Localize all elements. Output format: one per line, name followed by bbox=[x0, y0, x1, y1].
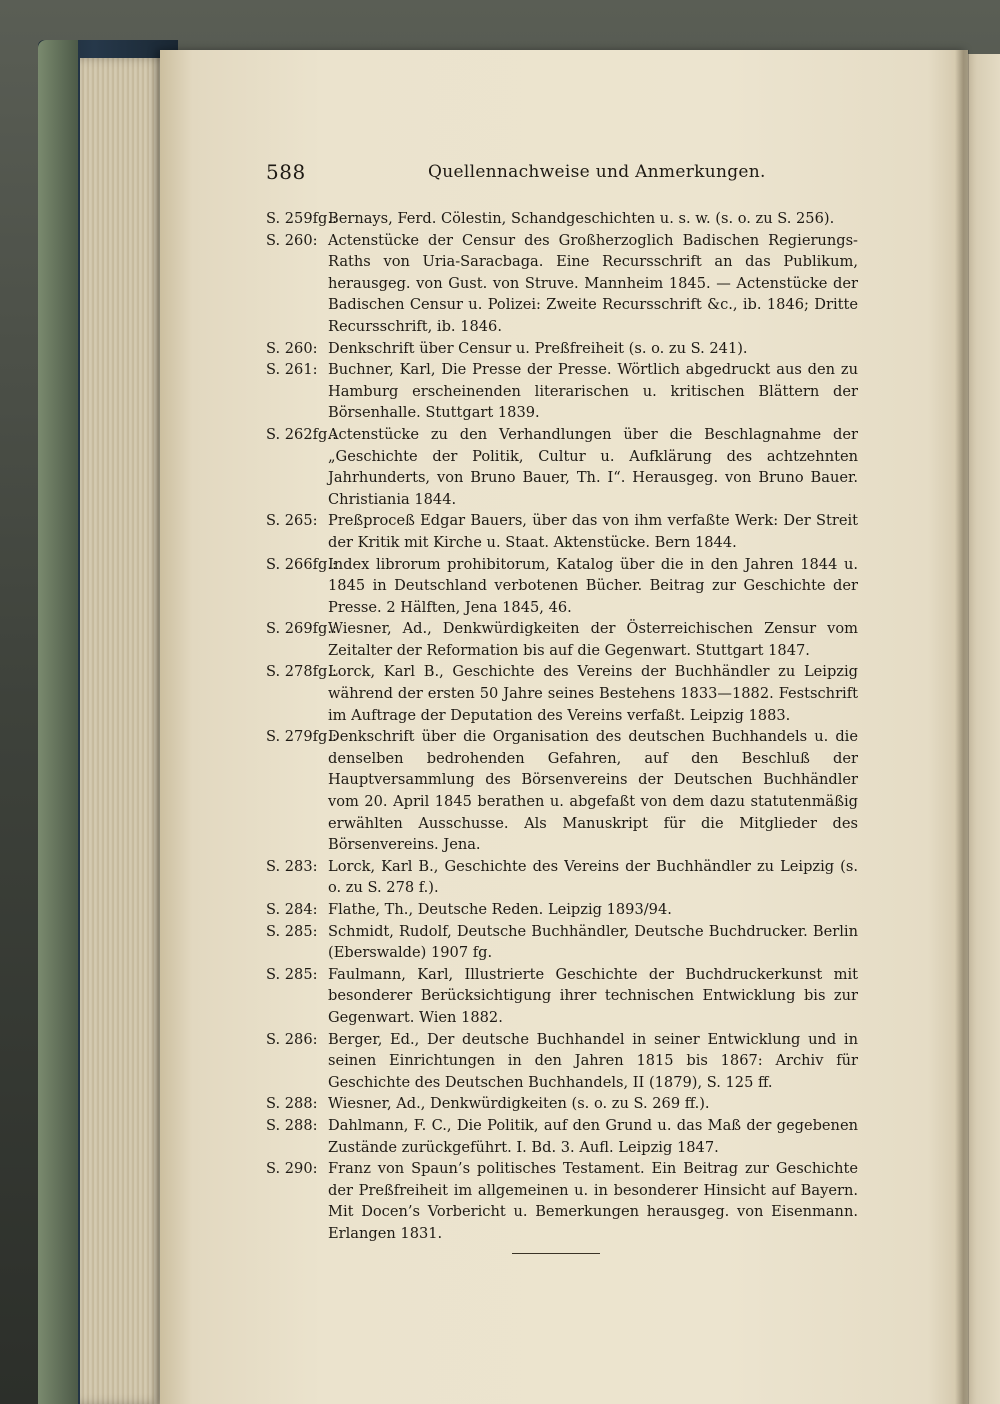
page-number: 588 bbox=[266, 160, 306, 184]
entry-text: Index librorum prohibitorum, Katalog über die in den Jahren 1844 u. 1845 in Deutschland verbotenen Bücher. Beitrag zur Geschichte der Presse. 2 Hälften, Jena 1845, 46. bbox=[328, 555, 858, 616]
entry-page-ref: S. 279fg.: bbox=[266, 728, 337, 746]
reference-entry bbox=[266, 964, 858, 1029]
reference-list bbox=[266, 208, 858, 1245]
running-title: Quellennachweise und Anmerkungen. bbox=[428, 162, 766, 182]
entry-page-ref: S. 269fg.: bbox=[266, 620, 337, 638]
end-rule bbox=[512, 1253, 600, 1254]
entry-text: Faulmann, Karl, Illustrierte Geschichte der Buchdruckerkunst mit besonderer Berücksichtigung ihrer technischen Entwicklung bis zur Gegenwart. Wien 1882. bbox=[328, 965, 858, 1026]
entry-page-ref: S. 283: bbox=[266, 857, 318, 875]
reference-entry bbox=[266, 1158, 858, 1244]
entry-text: Denkschrift über die Organisation des deutschen Buchhandels u. die denselben bedrohenden Gefahren, auf den Beschluß der Hauptversammlung des Börsenvereins der Deutschen Buchhändler vom 20. April 1845 berathen u. abgefaßt von dem dazu statutenmäßig erwählten Ausschusse. Als Manuskript für die Mitglieder des Börsenvereins. Jena. bbox=[328, 728, 858, 854]
entry-page-ref: S. 262fg.: bbox=[266, 425, 337, 443]
reference-entry bbox=[266, 208, 858, 230]
entry-text: Bernays, Ferd. Cölestin, Schandgeschichten u. s. w. (s. o. zu S. 256). bbox=[328, 210, 835, 227]
page-content bbox=[266, 160, 858, 1254]
reference-entry bbox=[266, 554, 858, 619]
reference-entry bbox=[266, 1115, 858, 1158]
entry-text: Dahlmann, F. C., Die Politik, auf den Grund u. das Maß der gegebenen Zustände zurückgeführt. I. Bd. 3. Aufl. Leipzig 1847. bbox=[328, 1116, 858, 1156]
reference-entry bbox=[266, 726, 858, 856]
reference-entry bbox=[266, 359, 858, 424]
entry-text: Buchner, Karl, Die Presse der Presse. Wörtlich abgedruckt aus den zu Hamburg erscheinenden literarischen u. kritischen Blättern der Börsenhalle. Stuttgart 1839. bbox=[328, 361, 858, 422]
entry-text: Franz von Spaun’s politisches Testament. Ein Beitrag zur Geschichte der Preßfreiheit im allgemeinen u. in besonderer Hinsicht auf Bayern. Mit Docen’s Vorbericht u. Bemerkungen herausgeg. von Eisenmann. Erlangen 1831. bbox=[328, 1160, 858, 1242]
entry-page-ref: S. 285: bbox=[266, 922, 318, 940]
entry-text: Lorck, Karl B., Geschichte des Vereins der Buchhändler zu Leipzig (s. o. zu S. 278 f.). bbox=[328, 857, 858, 897]
reference-entry bbox=[266, 899, 858, 921]
entry-page-ref: S. 260: bbox=[266, 231, 318, 249]
reference-entry bbox=[266, 1093, 858, 1115]
entry-page-ref: S. 290: bbox=[266, 1160, 318, 1178]
reference-entry bbox=[266, 661, 858, 726]
entry-page-ref: S. 266fg.: bbox=[266, 555, 337, 573]
entry-text: Lorck, Karl B., Geschichte des Vereins der Buchhändler zu Leipzig während der ersten 50 Jahre seines Bestehens 1833—1882. Festschrift im Auftrage der Deputation des Vereins verfaßt. Leipzig 1883. bbox=[328, 663, 858, 724]
entry-text: Wiesner, Ad., Denkwürdigkeiten (s. o. zu S. 269 ff.). bbox=[328, 1095, 710, 1113]
entry-page-ref: S. 259fg.: bbox=[266, 210, 337, 227]
entry-text: Flathe, Th., Deutsche Reden. Leipzig 1893/94. bbox=[328, 901, 672, 918]
reference-entry bbox=[266, 338, 858, 360]
entry-page-ref: S. 286: bbox=[266, 1030, 318, 1048]
entry-page-ref: S. 285: bbox=[266, 965, 318, 983]
entry-page-ref: S. 288: bbox=[266, 1116, 318, 1134]
entry-text: Schmidt, Rudolf, Deutsche Buchhändler, Deutsche Buchdrucker. Berlin (Eberswalde) 1907 fg. bbox=[328, 922, 858, 962]
page-header bbox=[266, 160, 858, 194]
reference-entry bbox=[266, 230, 858, 338]
entry-text: Actenstücke der Censur des Großherzoglich Badischen Regierungs-Raths von Uria-Saracbaga. Eine Recursschrift an das Publikum, herausgeg. von Gust. von Struve. Mannheim 1845. — Actenstücke der Badischen Censur u. Polizei: Zweite Recursschrift &c., ib. 1846; Dritte Recursschrift, ib. 1846. bbox=[328, 231, 858, 335]
entry-page-ref: S. 284: bbox=[266, 901, 318, 918]
entry-page-ref: S. 278fg.: bbox=[266, 663, 337, 681]
reference-entry bbox=[266, 921, 858, 964]
entry-page-ref: S. 265: bbox=[266, 512, 318, 530]
gutter-shadow bbox=[955, 50, 969, 1404]
reference-entry bbox=[266, 1029, 858, 1094]
entry-text: Preßproceß Edgar Bauers, über das von ihm verfaßte Werk: Der Streit der Kritik mit Kirche u. Staat. Aktenstücke. Bern 1844. bbox=[328, 512, 858, 551]
entry-page-ref: S. 261: bbox=[266, 361, 318, 379]
book-spine-edge bbox=[38, 40, 78, 1404]
page-stack bbox=[80, 58, 170, 1404]
entry-text: Denkschrift über Censur u. Preßfreiheit (s. o. zu S. 241). bbox=[328, 339, 748, 357]
entry-text: Actenstücke zu den Verhandlungen über die Beschlagnahme der „Geschichte der Politik, Cultur u. Aufklärung des achtzehnten Jahrhunderts, von Bruno Bauer, Th. I“. Herausgeg. von Bruno Bauer. Christiania 1844. bbox=[328, 425, 858, 508]
reference-entry bbox=[266, 856, 858, 899]
reference-entry bbox=[266, 618, 858, 661]
entry-page-ref: S. 288: bbox=[266, 1095, 318, 1113]
entry-text: Berger, Ed., Der deutsche Buchhandel in seiner Entwicklung und in seinen Einrichtungen in den Jahren 1815 bis 1867: Archiv für Geschichte des Deutschen Buchhandels, II (1879), S. 125 ff. bbox=[328, 1030, 858, 1091]
entry-page-ref: S. 260: bbox=[266, 339, 318, 357]
entry-text: Wiesner, Ad., Denkwürdigkeiten der Österreichischen Zensur vom Zeitalter der Reformation bis auf die Gegenwart. Stuttgart 1847. bbox=[328, 620, 858, 659]
reference-entry bbox=[266, 510, 858, 553]
reference-entry bbox=[266, 424, 858, 510]
